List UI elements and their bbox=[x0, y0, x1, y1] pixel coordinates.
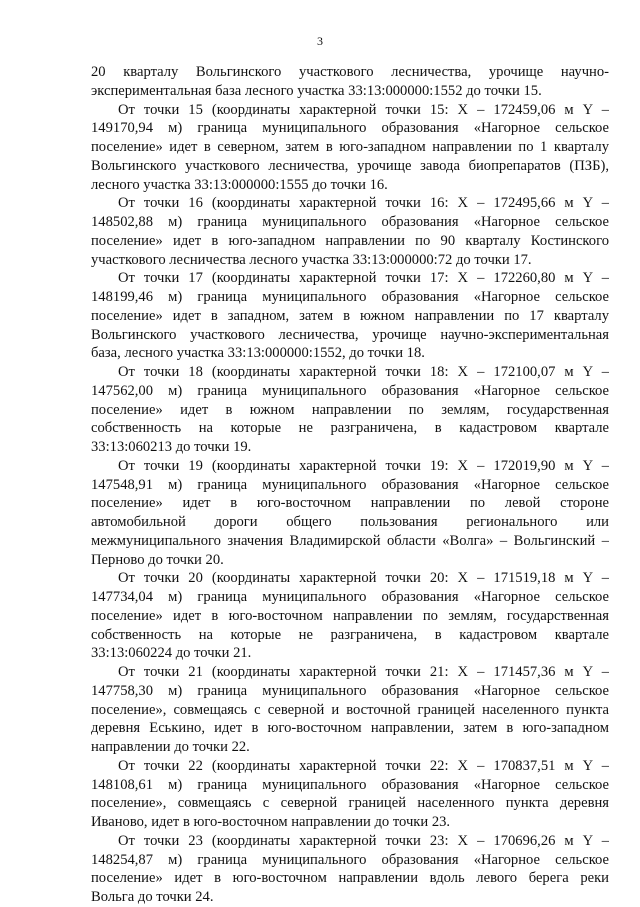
text-line: 148502,88 м) граница муниципального образования «Нагорное сельское bbox=[91, 214, 609, 230]
text-line: экспериментальная база лесного участка 33:13:000000:1552 до точки 15. bbox=[91, 82, 542, 99]
text-line: 147548,91 м) граница муниципального образования «Нагорное сельское bbox=[91, 476, 609, 493]
text-line: поселение», совмещаясь с северной границей населенного пункта деревня bbox=[91, 795, 609, 812]
paragraph-point-21 bbox=[91, 663, 609, 757]
text-line: 20 кварталу Вольгинского участкового лесничества, урочище научно- bbox=[91, 64, 609, 80]
text-line: 147734,04 м) граница муниципального образования «Нагорное сельское bbox=[91, 589, 609, 605]
text-line: От точки 22 (координаты характерной точки 22: X – 170837,51 м Y – bbox=[118, 757, 609, 774]
text-line: собственность на которые не разграничена, в кадастровом квартале bbox=[91, 626, 609, 643]
text-line: От точки 19 (координаты характерной точки 19: X – 172019,90 м Y – bbox=[118, 457, 609, 474]
paragraph-point-19 bbox=[91, 457, 609, 570]
text-line: собственность на которые не разграничена, в кадастровом квартале bbox=[91, 420, 609, 437]
text-line: поселение» идет в юго-восточном направлении по землям, государственная bbox=[91, 607, 609, 624]
text-line: участкового лесничества лесного участка 33:13:000000:72 до точки 17. bbox=[91, 251, 532, 268]
text-line: 149170,94 м) граница муниципального образования «Нагорное сельское bbox=[91, 120, 609, 137]
text-line: От точки 16 (координаты характерной точки 16: X – 172495,66 м Y – bbox=[118, 195, 609, 212]
paragraph-point-16 bbox=[91, 194, 609, 269]
text-line: От точки 21 (координаты характерной точки 21: X – 171457,36 м Y – bbox=[118, 664, 609, 680]
text-line: От точки 18 (координаты характерной точки 18: X – 172100,07 м Y – bbox=[118, 364, 609, 380]
text-line: От точки 15 (координаты характерной точки 15: X – 172459,06 м Y – bbox=[118, 101, 609, 118]
text-line: поселение» идет в западном, затем в южном направлении по 17 кварталу bbox=[91, 307, 609, 324]
text-line: Вольга до точки 24. bbox=[91, 889, 214, 905]
text-line: межмуниципального значения Владимирской области «Волга» – Вольгинский – bbox=[91, 532, 609, 549]
document-body bbox=[91, 63, 609, 907]
paragraph-point-15 bbox=[91, 101, 609, 195]
text-line: 148199,46 м) граница муниципального образования «Нагорное сельское bbox=[91, 289, 609, 305]
text-line: поселение» идет в юго-восточном направлении вдоль левого берега реки bbox=[91, 870, 609, 887]
paragraph-point-20 bbox=[91, 569, 609, 663]
page-number: 3 bbox=[317, 34, 323, 48]
text-line: лесного участка 33:13:000000:1555 до точки 16. bbox=[91, 176, 388, 193]
text-line: поселение», совмещаясь с северной и восточной границей населенного пункта bbox=[91, 701, 609, 718]
text-line: 147562,00 м) граница муниципального образования «Нагорное сельское bbox=[91, 382, 609, 399]
text-line: поселение» идет в юго-восточном направлении по левой стороне bbox=[91, 495, 609, 512]
text-line: 148254,87 м) граница муниципального образования «Нагорное сельское bbox=[91, 851, 609, 868]
text-line: 33:13:060213 до точки 19. bbox=[91, 439, 252, 455]
text-line: 148108,61 м) граница муниципального образования «Нагорное сельское bbox=[91, 776, 609, 793]
text-line: Перново до точки 20. bbox=[91, 551, 224, 568]
paragraph-point-23 bbox=[91, 832, 609, 907]
paragraph-point-18 bbox=[91, 363, 609, 457]
text-line: 147758,30 м) граница муниципального образования «Нагорное сельское bbox=[91, 682, 609, 699]
text-line: деревня Еськино, идет в юго-восточном направлении, затем в юго-западном bbox=[91, 720, 609, 737]
text-line: база, лесного участка 33:13:000000:1552, до точки 18. bbox=[91, 345, 425, 362]
text-line: 33:13:060224 до точки 21. bbox=[91, 645, 252, 662]
text-line: Вольгинского участкового лесничества, урочище завода биопрепаратов (ПЗБ), bbox=[91, 157, 609, 174]
text-line: автомобильной дороги общего пользования регионального или bbox=[91, 514, 609, 530]
text-line: Вольгинского участкового лесничества, урочище научно-экспериментальная bbox=[91, 326, 609, 343]
text-line: Иваново, идет в юго-восточном направлении до точки 23. bbox=[91, 814, 451, 830]
text-line: поселение» идет в юго-западном направлении по 90 кварталу Костинского bbox=[91, 232, 609, 249]
paragraph-point-17 bbox=[91, 269, 609, 363]
text-line: От точки 20 (координаты характерной точки 20: X – 171519,18 м Y – bbox=[118, 570, 609, 587]
text-line: От точки 23 (координаты характерной точки 23: X – 170696,26 м Y – bbox=[118, 832, 609, 849]
paragraph-continuation bbox=[91, 63, 609, 101]
text-line: поселение» идет в северном, затем в юго-западном направлении по 1 кварталу bbox=[91, 139, 609, 155]
text-line: От точки 17 (координаты характерной точки 17: X – 172260,80 м Y – bbox=[118, 270, 609, 287]
paragraph-point-22 bbox=[91, 757, 609, 832]
text-line: поселение» идет в южном направлении по землям, государственная bbox=[91, 401, 609, 418]
text-line: направлении до точки 22. bbox=[91, 739, 250, 755]
